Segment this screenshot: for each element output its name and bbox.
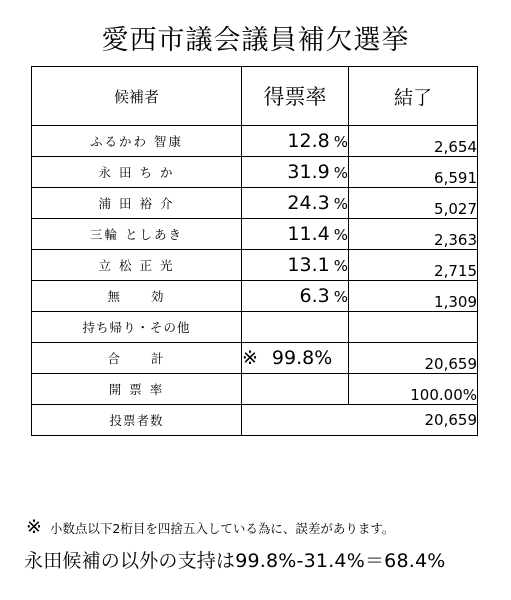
takehome-row <box>32 312 478 343</box>
rate-unit: % <box>333 133 348 151</box>
candidate-name: ふるかわ 智康 <box>32 126 242 157</box>
table-row <box>32 219 478 250</box>
rate-unit: % <box>333 195 348 213</box>
rate-unit: % <box>333 257 348 275</box>
candidate-name: 浦 田 裕 介 <box>32 188 242 219</box>
turnout-row <box>32 374 478 405</box>
total-rate-value: 99.8% <box>271 347 333 369</box>
vote-rate <box>242 157 349 188</box>
table-row <box>32 126 478 157</box>
rate-unit: % <box>333 288 348 306</box>
vote-count: 6,591 <box>349 157 478 188</box>
vote-count: 5,027 <box>349 188 478 219</box>
turnout-label: 開 票 率 <box>32 374 242 405</box>
rate-value: 24.3 <box>287 192 330 214</box>
results-table <box>31 66 478 436</box>
rate-unit: % <box>333 226 348 244</box>
rate-value: 12.8 <box>287 130 330 152</box>
table-row <box>32 281 478 312</box>
rate-unit: % <box>333 164 348 182</box>
rate-value: 6.3 <box>299 285 330 307</box>
candidate-name: 永 田 ち か <box>32 157 242 188</box>
table-header-row <box>32 67 478 126</box>
total-label: 合 計 <box>32 343 242 374</box>
total-rate <box>242 343 349 374</box>
table-row <box>32 157 478 188</box>
candidate-name: 立 松 正 光 <box>32 250 242 281</box>
takehome-label: 持ち帰り・その他 <box>32 312 242 343</box>
turnout-rate <box>242 374 349 405</box>
vote-rate <box>242 250 349 281</box>
vote-count: 2,654 <box>349 126 478 157</box>
footnote <box>26 516 394 538</box>
rate-value: 13.1 <box>287 254 330 276</box>
footnote-mark: ※ <box>26 516 42 538</box>
vote-rate <box>242 188 349 219</box>
voters-label: 投票者数 <box>32 405 242 436</box>
takehome-rate <box>242 312 349 343</box>
turnout-value: 100.00% <box>349 374 478 405</box>
footnote-text: 小数点以下2桁目を四捨五入している為に、誤差があります。 <box>49 521 395 536</box>
vote-count: 2,363 <box>349 219 478 250</box>
header-result: 結了 <box>349 67 478 126</box>
vote-count: 2,715 <box>349 250 478 281</box>
asterisk-mark: ※ <box>242 347 258 369</box>
total-row <box>32 343 478 374</box>
table-row <box>32 188 478 219</box>
rate-value: 31.9 <box>287 161 330 183</box>
candidate-name: 無 効 <box>32 281 242 312</box>
table-row <box>32 250 478 281</box>
page-title: 愛西市議会議員補欠選挙 <box>101 25 410 56</box>
total-votes: 20,659 <box>349 343 478 374</box>
voters-row <box>32 405 478 436</box>
header-candidate: 候補者 <box>32 67 242 126</box>
vote-count: 1,309 <box>349 281 478 312</box>
voters-value: 20,659 <box>242 405 478 436</box>
rate-value: 11.4 <box>287 223 330 245</box>
candidate-name: 三輪 としあき <box>32 219 242 250</box>
takehome-votes <box>349 312 478 343</box>
header-rate: 得票率 <box>242 67 349 126</box>
calculation-text: 永田候補の以外の支持は99.8%-31.4%＝68.4% <box>24 550 446 572</box>
vote-rate <box>242 126 349 157</box>
vote-rate <box>242 219 349 250</box>
vote-rate <box>242 281 349 312</box>
